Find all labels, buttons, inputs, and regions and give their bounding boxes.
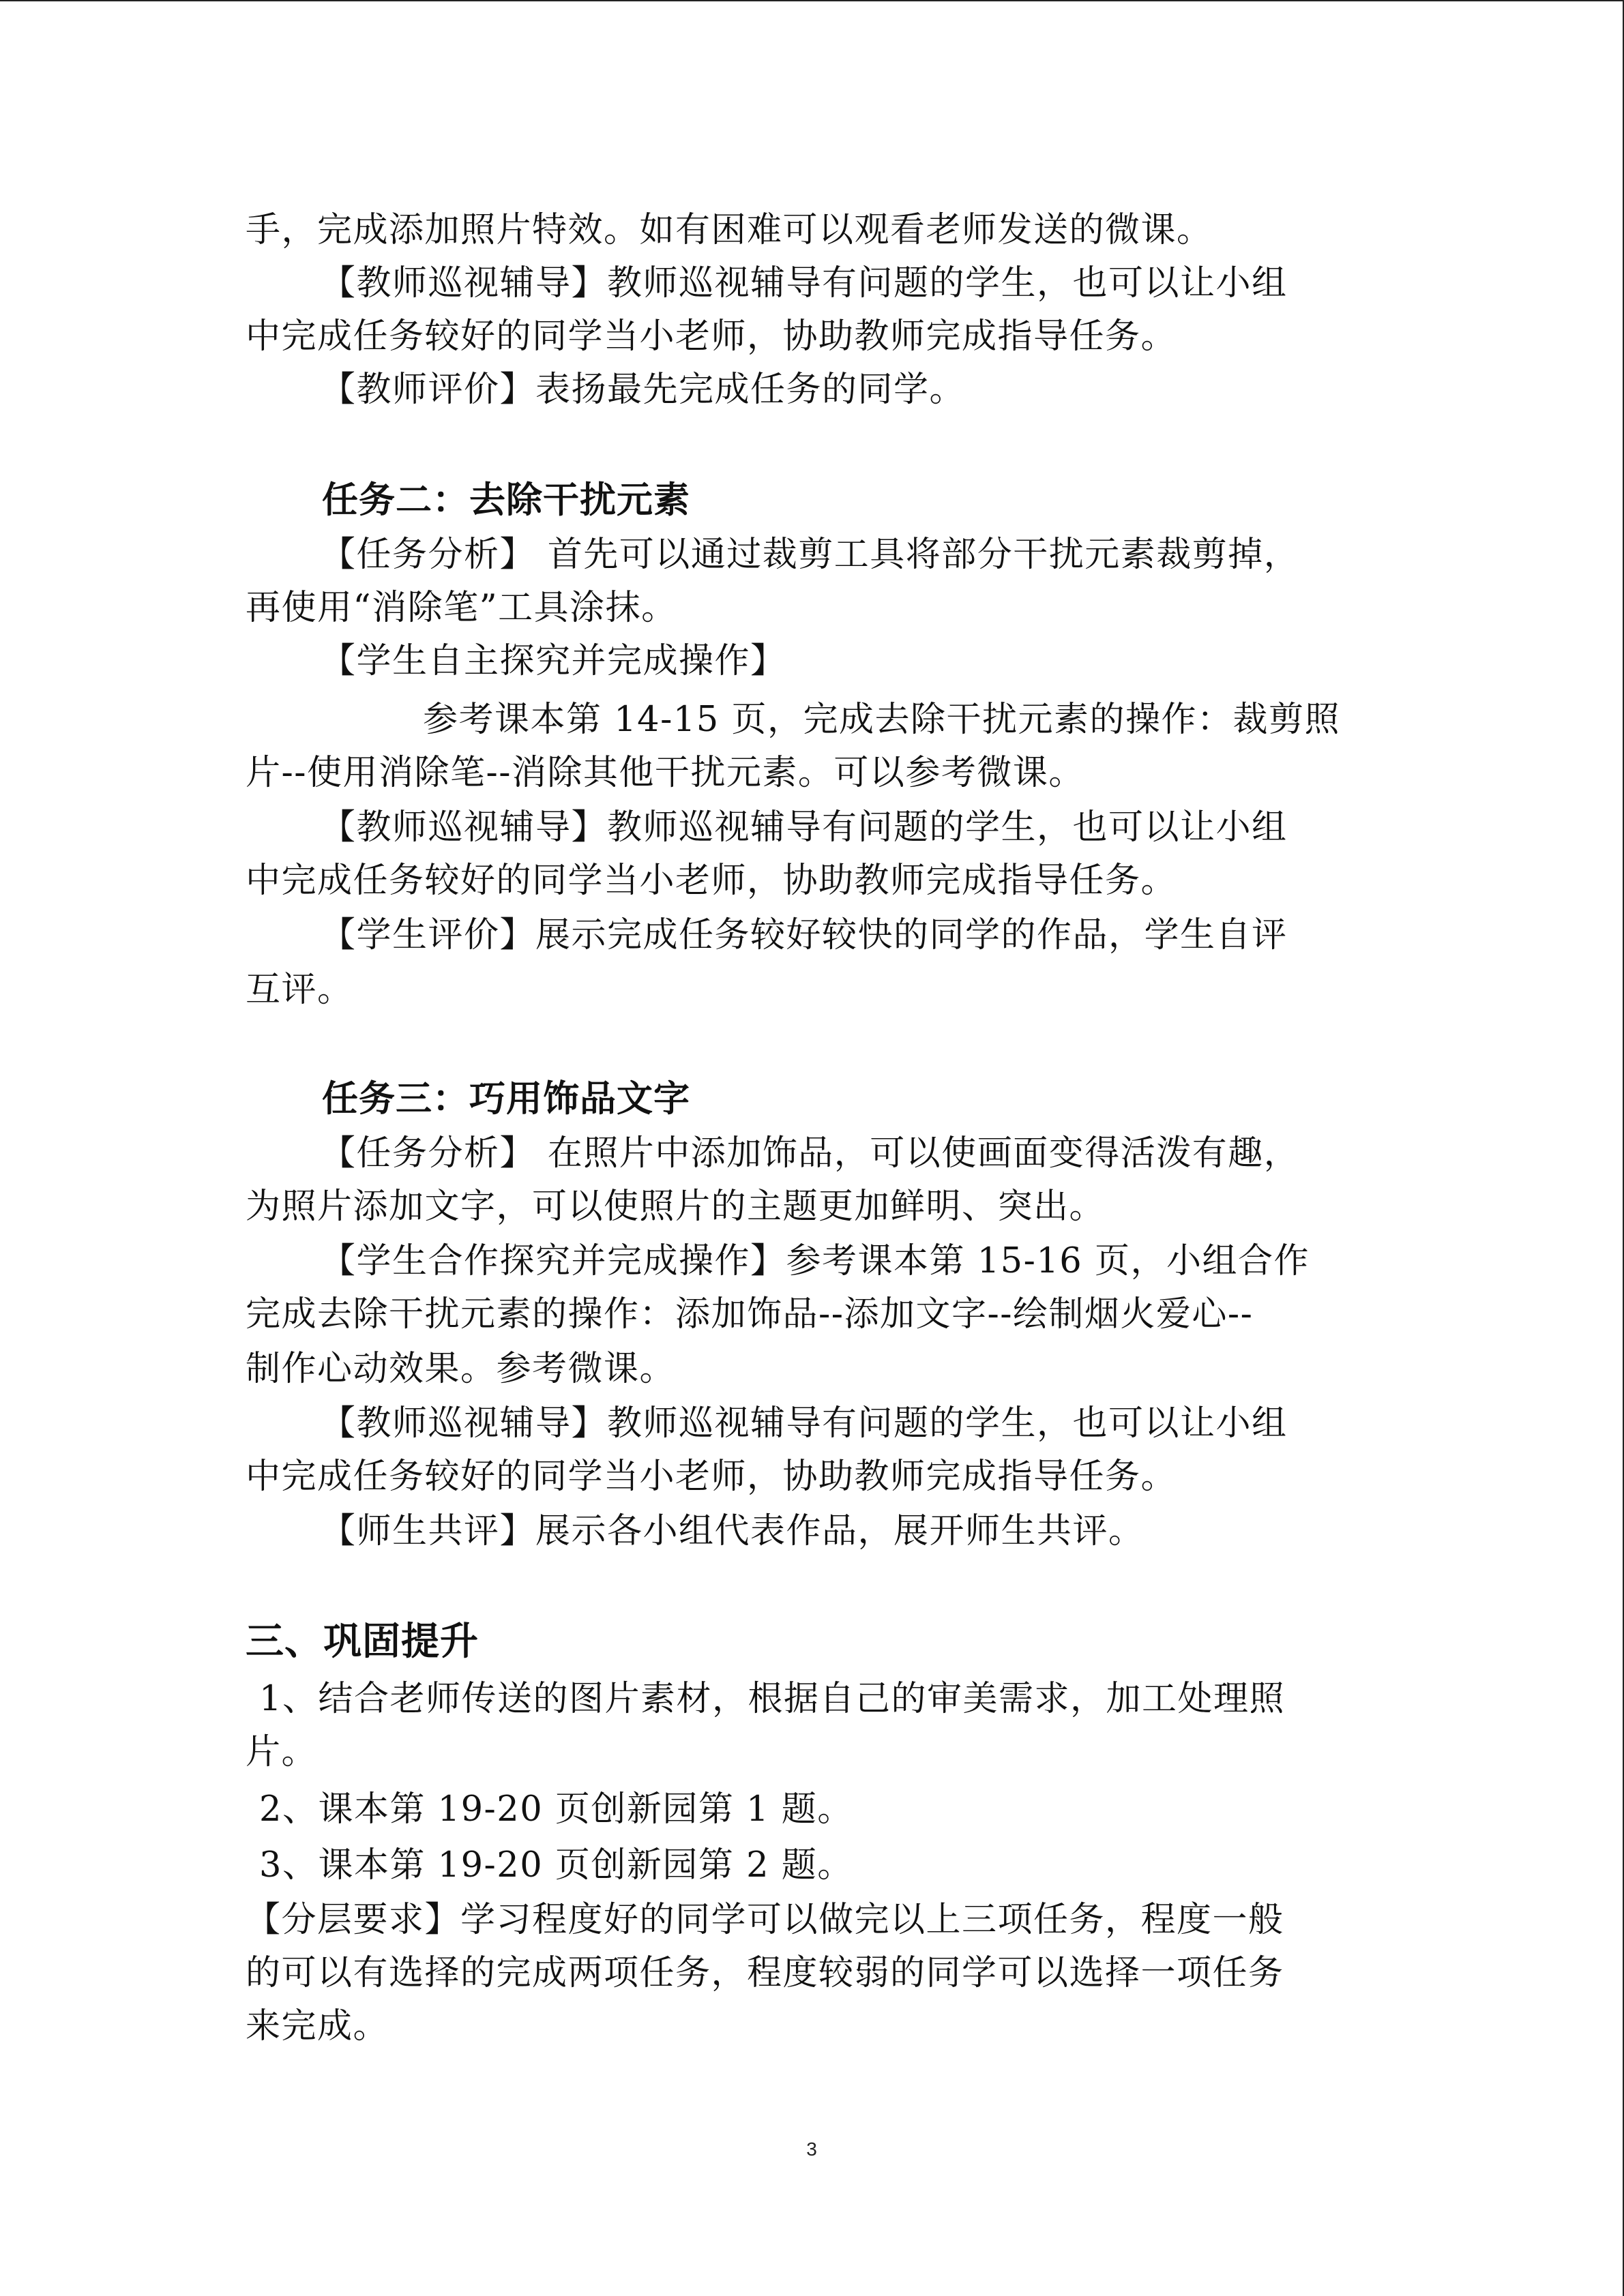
paragraph-line: 中完成任务较好的同学当小老师，协助教师完成指导任务。 (246, 316, 1177, 357)
paragraph-line: 参考课本第 14-15 页，完成去除干扰元素的操作：裁剪照 (423, 700, 1340, 740)
paragraph-line: 【教师巡视辅导】教师巡视辅导有问题的学生，也可以让小组 (321, 263, 1288, 303)
paragraph-line: 片--使用消除笔--消除其他干扰元素。可以参考微课。 (246, 753, 1084, 793)
paragraph-line: 中完成任务较好的同学当小老师，协助教师完成指导任务。 (246, 1457, 1177, 1497)
list-item: 1、结合老师传送的图片素材，根据自己的审美需求，加工处理照 (259, 1679, 1285, 1719)
list-item: 2、课本第 19-20 页创新园第 1 题。 (259, 1789, 853, 1830)
paragraph-line: 【教师评价】表扬最先完成任务的同学。 (321, 370, 966, 410)
paragraph-line: 再使用“消除笔”工具涂抹。 (246, 588, 677, 628)
paragraph-line: 【学生合作探究并完成操作】参考课本第 15-16 页，小组合作 (321, 1241, 1310, 1281)
paragraph-line: 【任务分析】 在照片中添加饰品，可以使画面变得活泼有趣， (321, 1133, 1300, 1174)
list-item: 3、课本第 19-20 页创新园第 2 题。 (259, 1845, 853, 1885)
paragraph-line: 【分层要求】学习程度好的同学可以做完以上三项任务，程度一般 (246, 1900, 1284, 1940)
task-2-heading: 任务二：去除干扰元素 (322, 479, 690, 521)
paragraph-line: 来完成。 (246, 2006, 389, 2046)
paragraph-line: 【师生共评】展示各小组代表作品，展开师生共评。 (321, 1511, 1145, 1551)
paragraph-line: 【任务分析】 首先可以通过裁剪工具将部分干扰元素裁剪掉， (321, 535, 1300, 575)
task-3-heading: 任务三：巧用饰品文字 (322, 1078, 690, 1120)
paragraph-line: 制作心动效果。参考微课。 (246, 1349, 676, 1389)
paragraph-line: 【学生自主探究并完成操作】 (321, 641, 786, 681)
paragraph-line: 【教师巡视辅导】教师巡视辅导有问题的学生，也可以让小组 (321, 807, 1288, 848)
paragraph-line: 【教师巡视辅导】教师巡视辅导有问题的学生，也可以让小组 (321, 1403, 1288, 1444)
paragraph-line: 的可以有选择的完成两项任务，程度较弱的同学可以选择一项任务 (246, 1953, 1284, 1993)
paragraph-line: 完成去除干扰元素的操作：添加饰品--添加文字--绘制烟火爱心-- (246, 1294, 1254, 1335)
section-3-heading: 三、巩固提升 (246, 1620, 479, 1664)
list-item: 片。 (246, 1732, 318, 1772)
paragraph-line: 手，完成添加照片特效。如有困难可以观看老师发送的微课。 (246, 210, 1213, 250)
paragraph-line: 互评。 (246, 970, 353, 1010)
paragraph-line: 中完成任务较好的同学当小老师，协助教师完成指导任务。 (246, 861, 1177, 901)
paragraph-line: 为照片添加文字，可以使照片的主题更加鲜明、突出。 (246, 1187, 1106, 1227)
paragraph-line: 【学生评价】展示完成任务较好较快的同学的作品，学生自评 (321, 915, 1288, 955)
page-number: 3 (806, 2138, 817, 2160)
